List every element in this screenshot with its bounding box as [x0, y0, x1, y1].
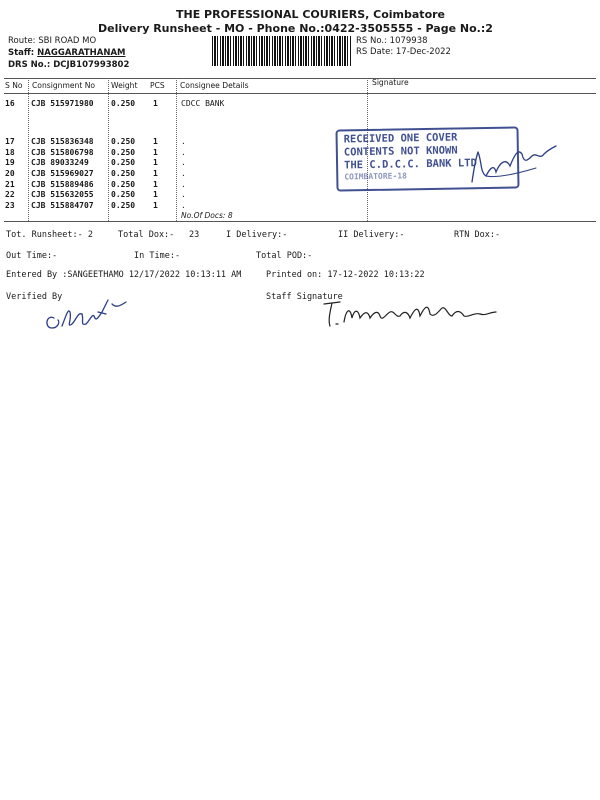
row-weight: 0.250 — [111, 158, 136, 167]
row-consignment: CJB 515971980 — [31, 99, 94, 108]
staff-name: NAGGARATHANAM — [37, 48, 126, 58]
runsheet-subtitle: Delivery Runsheet - MO - Phone No.:0422-3505555 - Page No.:2 — [98, 22, 493, 35]
row-consignment: CJB 89033249 — [31, 158, 89, 167]
rs-number: RS No.: 1079938 — [356, 36, 428, 46]
row-consignment: CJB 515806798 — [31, 148, 94, 157]
row-pcs: 1 — [153, 180, 158, 189]
row-pcs: 1 — [153, 148, 158, 157]
col-header-weight: Weight — [111, 81, 138, 90]
in-time: In Time:- — [134, 251, 181, 261]
row-pcs: 1 — [153, 201, 158, 210]
row-details: . — [181, 137, 186, 146]
row-pcs: 1 — [153, 158, 158, 167]
col-header-signature: Signature — [372, 78, 409, 87]
row-sno: 22 — [5, 190, 15, 199]
row-pcs: 1 — [153, 137, 158, 146]
row-consignment: CJB 515632055 — [31, 190, 94, 199]
col-header-pcs: PCS — [150, 81, 165, 90]
row-sno: 23 — [5, 201, 15, 210]
entered-by: Entered By :SANGEETHAMO 12/17/2022 10:13:11 AM — [6, 270, 242, 280]
row-weight: 0.250 — [111, 137, 136, 146]
row-weight: 0.250 — [111, 148, 136, 157]
col-header-consignment: Consignment No — [32, 81, 96, 90]
row-details: . — [181, 180, 186, 189]
row-pcs: 1 — [153, 169, 158, 178]
row-details: . — [181, 201, 186, 210]
out-time: Out Time:- — [6, 251, 58, 261]
row-consignment: CJB 515836348 — [31, 137, 94, 146]
drs-number: DRS No.: DCJB107993802 — [8, 60, 130, 70]
row-pcs: 1 — [153, 99, 158, 108]
barcode-image — [212, 36, 352, 66]
route-label: Route: SBI ROAD MO — [8, 36, 97, 46]
ii-delivery: II Delivery:- — [338, 230, 405, 240]
col-header-sno: S No — [5, 81, 23, 90]
row-consignment: CJB 515884707 — [31, 201, 94, 210]
total-dox-label: Total Dox:- — [118, 230, 175, 240]
i-delivery: I Delivery:- — [226, 230, 288, 240]
row-details: . — [181, 148, 186, 157]
row-sno: 19 — [5, 158, 15, 167]
stamp-line: COIMBATORE-18 — [344, 171, 407, 182]
printed-on: Printed on: 17-12-2022 10:13:22 — [266, 270, 425, 280]
docs-count: No.Of Docs: 8 — [181, 211, 233, 220]
stamp-line: RECEIVED ONE COVER — [343, 131, 458, 146]
row-sno: 17 — [5, 137, 15, 146]
row-consignment: CJB 515889486 — [31, 180, 94, 189]
row-weight: 0.250 — [111, 180, 136, 189]
company-title: THE PROFESSIONAL COURIERS, Coimbatore — [176, 8, 446, 21]
row-details: . — [181, 190, 186, 199]
stamp-line: THE C.D.C.C. BANK LTD — [343, 157, 477, 172]
staff-line — [8, 48, 126, 58]
row-details: CDCC BANK — [181, 99, 225, 108]
col-divider — [176, 78, 177, 221]
staff-signature — [320, 296, 500, 332]
row-weight: 0.250 — [111, 169, 136, 178]
row-weight: 0.250 — [111, 190, 136, 199]
total-dox-value: 23 — [189, 230, 200, 240]
row-weight: 0.250 — [111, 99, 136, 108]
row-details: . — [181, 158, 186, 167]
staff-label: Staff: — [8, 48, 38, 58]
col-divider — [28, 78, 29, 221]
rtn-dox: RTN Dox:- — [454, 230, 501, 240]
table-top-rule — [4, 78, 596, 79]
total-pod: Total POD:- — [256, 251, 313, 261]
table-header-rule — [4, 93, 596, 94]
row-pcs: 1 — [153, 190, 158, 199]
stamp-line: CONTENTS NOT KNOWN — [343, 144, 458, 159]
row-sno: 20 — [5, 169, 15, 178]
row-consignment: CJB 515969027 — [31, 169, 94, 178]
row-sno: 16 — [5, 99, 15, 108]
col-header-consignee: Consignee Details — [180, 81, 249, 90]
row-details: . — [181, 169, 186, 178]
col-divider — [108, 78, 109, 221]
staff-signature-label: Staff Signature — [266, 292, 343, 302]
receiver-signature — [466, 138, 558, 188]
verifier-signature — [42, 294, 134, 334]
verified-by-label: Verified By — [6, 292, 63, 302]
table-bottom-rule — [4, 221, 596, 222]
row-sno: 18 — [5, 148, 15, 157]
rs-date: RS Date: 17-Dec-2022 — [356, 47, 451, 57]
row-sno: 21 — [5, 180, 15, 189]
row-weight: 0.250 — [111, 201, 136, 210]
total-runsheet: Tot. Runsheet:- 2 — [6, 230, 93, 240]
